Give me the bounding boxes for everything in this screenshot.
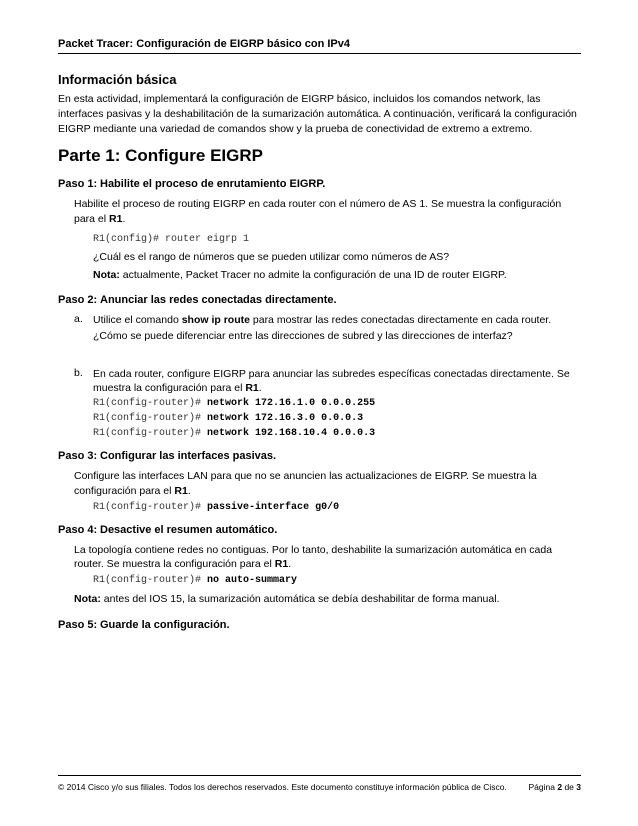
page-number: Página 2 de 3 <box>528 782 581 792</box>
paso5-num: Paso 5: <box>58 619 98 631</box>
paso1-note: Nota: actualmente, Packet Tracer no admite la configuración de una ID de router EIGRP. <box>93 269 507 281</box>
paso5-heading <box>58 619 230 631</box>
document-header: Packet Tracer: Configuración de EIGRP básico con IPv4 <box>58 38 351 50</box>
paso4-note: Nota: antes del IOS 15, la sumarización automática se debía deshabilitar de forma manual. <box>74 593 500 605</box>
footer <box>58 782 581 792</box>
intro-line-1: En esta actividad, implementará la configuración de EIGRP básico, incluidos los comandos network, las <box>58 93 541 105</box>
paso1-command: R1(config)# router eigrp 1 <box>93 234 250 245</box>
footer-rule <box>58 775 581 776</box>
paso2-command-1: R1(config-router)# network 172.16.1.0 0.0.0.255 <box>93 398 376 409</box>
paso2-b-line-2: muestra la configuración para el R1. <box>93 382 262 394</box>
paso4-line-1: La topología contiene redes no contiguas. Por lo tanto, deshabilite la sumarización automática en cada <box>74 544 553 556</box>
paso2-heading <box>58 294 337 306</box>
part-title: Parte 1: Configure EIGRP <box>58 146 263 165</box>
paso4-num: Paso 4: <box>58 524 98 536</box>
paso5-title: Guarde la configuración. <box>100 619 230 631</box>
paso2-b-line-1: En cada router, configure EIGRP para anunciar las subredes específicas conectadas directamente. Se <box>93 368 570 380</box>
paso1-line-2: para el R1. <box>74 213 126 225</box>
paso4-title: Desactive el resumen automático. <box>100 524 278 536</box>
paso2-a-line: Utilice el comando show ip route para mostrar las redes conectadas directamente en cada router. <box>93 314 552 326</box>
paso3-num: Paso 3: <box>58 450 98 462</box>
paso4-command: R1(config-router)# no auto-summary <box>93 575 298 586</box>
paso1-heading <box>58 178 325 190</box>
paso4-line-2: router. Se muestra la configuración para el R1. <box>74 558 292 570</box>
footer-copyright: © 2014 Cisco y/o sus filiales. Todos los derechos reservados. Este documento constituye información pública de Cisco. <box>58 782 507 792</box>
paso2-a-question: ¿Cómo se puede diferenciar entre las direcciones de subred y las direcciones de interfaz? <box>93 330 513 342</box>
paso3-command: R1(config-router)# passive-interface g0/0 <box>93 502 340 513</box>
paso1-title: Habilite el proceso de enrutamiento EIGRP. <box>100 178 326 190</box>
paso3-line-1: Configure las interfaces LAN para que no se anuncien las actualizaciones de EIGRP. Se muestra la <box>74 470 537 482</box>
header-rule <box>58 53 581 54</box>
paso4-heading <box>58 524 277 536</box>
paso1-num: Paso 1: <box>58 178 98 190</box>
paso3-heading <box>58 450 276 462</box>
paso1-line-1: Habilite el proceso de routing EIGRP en cada router con el número de AS 1. Se muestra la configuración <box>74 198 562 210</box>
paso2-command-2: R1(config-router)# network 172.16.3.0 0.0.0.3 <box>93 413 364 424</box>
paso3-line-2: configuración para el R1. <box>74 485 191 497</box>
section-title: Información básica <box>58 72 177 87</box>
paso3-title: Configurar las interfaces pasivas. <box>100 450 277 462</box>
paso2-command-3: R1(config-router)# network 192.168.10.4 0.0.0.3 <box>93 428 376 439</box>
intro-line-3: EIGRP mediante una variedad de comandos show y la prueba de conectividad de extremo a extremo. <box>58 123 533 135</box>
intro-line-2: interfaces pasivas y la deshabilitación de la sumarización automática. A continuación, verificará la configuración <box>58 108 577 120</box>
paso1-question: ¿Cuál es el rango de números que se pueden utilizar como números de AS? <box>93 251 450 263</box>
paso2-num: Paso 2: <box>58 294 98 306</box>
paso2-title: Anunciar las redes conectadas directamente. <box>100 294 337 306</box>
item-b-label: b. <box>74 367 83 379</box>
item-a-label: a. <box>74 313 83 325</box>
